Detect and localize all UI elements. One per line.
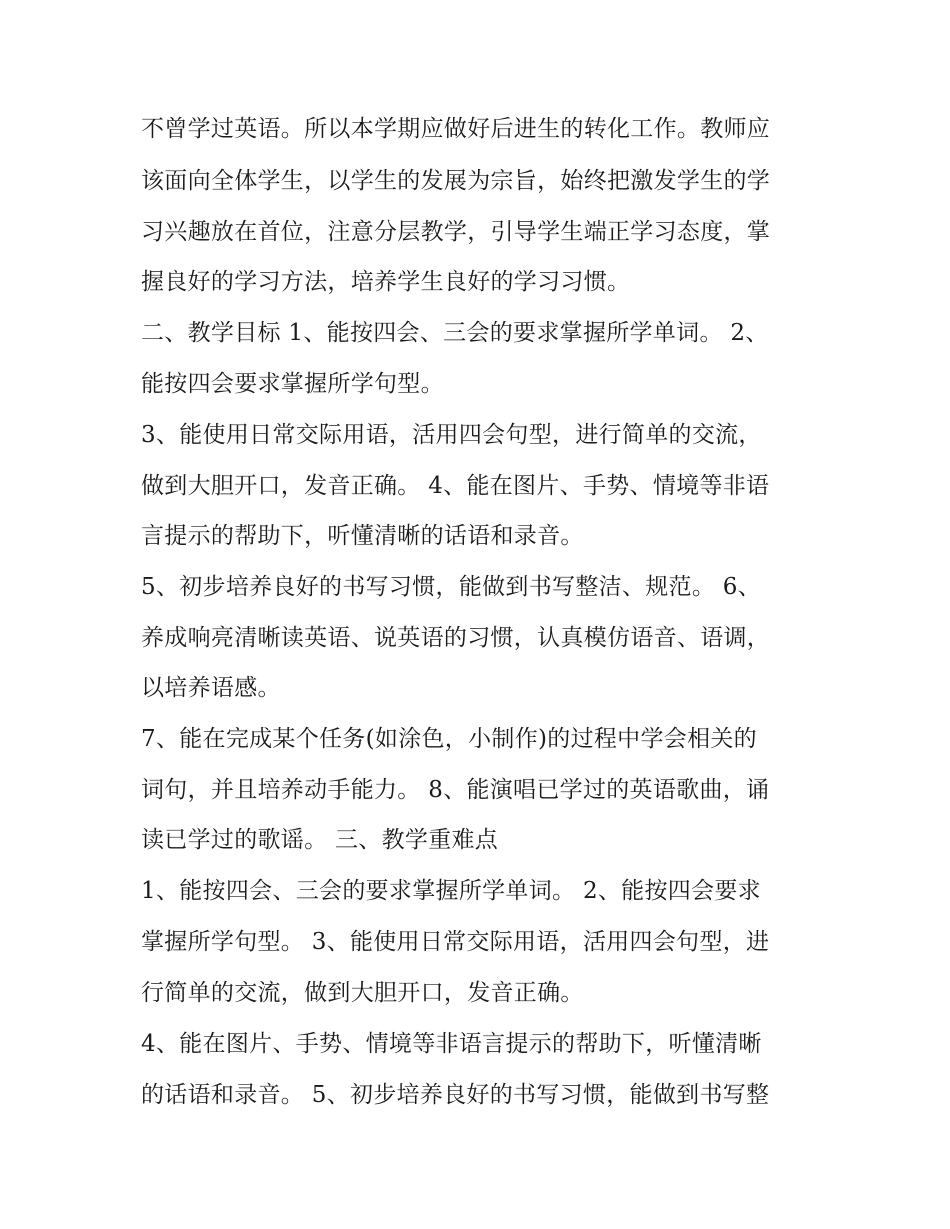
text-line: 该面向全体学生，以学生的发展为宗旨，始终把激发学生的学 [141, 168, 771, 194]
text-line: 的话语和录音。 5、初步培养良好的书写习惯，能做到书写整 [141, 1082, 770, 1108]
text-line: 以培养语感。 [141, 675, 281, 701]
text-line: 握良好的学习方法，培养学生良好的学习习惯。 [141, 269, 631, 295]
text-line: 1、能按四会、三会的要求掌握所学单词。 2、能按四会要求 [141, 878, 761, 904]
text-line: 掌握所学句型。 3、能使用日常交际用语，活用四会句型，进 [141, 929, 770, 955]
text-line: 4、能在图片、手势、情境等非语言提示的帮助下，听懂清晰 [141, 1031, 762, 1057]
text-line: 习兴趣放在首位，注意分层教学，引导学生端正学习态度，掌 [141, 219, 771, 245]
text-line: 3、能使用日常交际用语，活用四会句型，进行简单的交流， [141, 422, 762, 448]
text-line: 读已学过的歌谣。 三、教学重难点 [141, 827, 499, 853]
text-line: 做到大胆开口，发音正确。 4、能在图片、手势、情境等非语 [141, 473, 770, 499]
text-line: 养成响亮清晰读英语、说英语的习惯，认真模仿语音、语调， [141, 625, 771, 651]
text-line: 7、能在完成某个任务(如涂色，小制作)的过程中学会相关的 [141, 726, 757, 752]
text-line: 二、教学目标 1、能按四会、三会的要求掌握所学单词。 2、 [141, 320, 769, 346]
text-line: 言提示的帮助下，听懂清晰的话语和录音。 [141, 523, 584, 549]
text-line: 不曾学过英语。所以本学期应做好后进生的转化工作。教师应 [141, 116, 771, 142]
text-line: 能按四会要求掌握所学句型。 [141, 371, 444, 397]
text-line: 行简单的交流，做到大胆开口，发音正确。 [141, 980, 584, 1006]
text-line: 5、初步培养良好的书写习惯，能做到书写整洁、规范。 6、 [141, 574, 761, 600]
text-line: 词句，并且培养动手能力。 8、能演唱已学过的英语歌曲，诵 [141, 777, 770, 803]
